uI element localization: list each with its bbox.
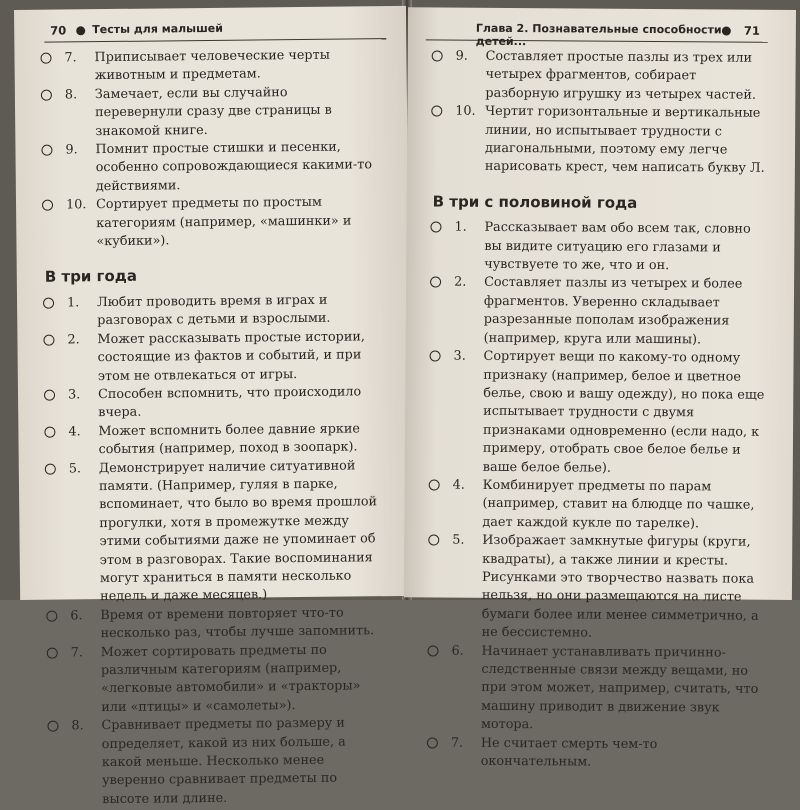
right-item-list	[425, 219, 769, 774]
checkbox-circle-icon[interactable]	[432, 50, 443, 61]
checkbox-circle-icon[interactable]	[40, 53, 51, 64]
running-title: Тесты для малышей	[92, 21, 224, 37]
left-page	[14, 6, 412, 807]
item-number: 9.	[65, 142, 78, 158]
item-number: 7.	[64, 50, 77, 66]
checkbox-circle-icon[interactable]	[44, 426, 55, 437]
checkbox-circle-icon[interactable]	[430, 222, 441, 233]
item-number: 2.	[67, 332, 80, 348]
right-top-list	[429, 47, 770, 178]
item-text: Любит проводить время в играх и разговорах с детьми и взрослыми.	[96, 292, 331, 329]
checkbox-circle-icon[interactable]	[42, 200, 53, 211]
list-item	[429, 47, 769, 105]
item-text: Не считает смерть чем-то окончательным.	[480, 735, 658, 770]
checkbox-circle-icon[interactable]	[427, 645, 438, 656]
list-item	[39, 138, 380, 197]
list-item	[41, 291, 381, 331]
item-text: Сортирует вещи по какому-то одному признаку (например, белое и цветное белье, свою и вашу одежду), но пока еще испытывает трудности с двумя признаками одновременно (если надо, к примеру, отобрать свое белое белье и ваше белое белье).	[482, 348, 765, 476]
item-text: Сравнивает предметы по размеру и определяет, какой из них больше, а какой меньше. Несколько менее уверенно сравнивает предметы по высоте или длине.	[101, 715, 346, 807]
item-number: 5.	[452, 532, 465, 548]
bullet-icon	[76, 26, 85, 35]
item-text: Демонстрирует наличие ситуативной памяти. (Например, гуляя в парке, вспоминает, что было во время прошлой прогулки, хотя в промежутке между этими событиями даже не упоминает об этом в разговорах. Такие воспоминания могут храниться в памяти несколько недель и даже месяцев.)	[98, 457, 378, 605]
item-text: Замечает, если вы случайно перевернули сразу две страницы в знакомой книге.	[94, 84, 332, 139]
item-text: Изображает замкнутые фигуры (круги, квадраты), а также линии и кресты. Рисунками это творчество назвать пока нельзя, но они размещаются на листе бумаги более или менее симметрично, а не бессистемно.	[481, 532, 759, 641]
page-number: 70	[50, 23, 67, 38]
list-item	[41, 328, 382, 387]
list-item	[44, 604, 384, 644]
item-number: 6.	[70, 608, 83, 624]
item-text: Может вспомнить более давние яркие события (например, поход в зоопарк).	[98, 421, 361, 458]
right-page-header	[426, 21, 768, 49]
item-text: Приписывает человеческие черты животным и предметам.	[94, 47, 330, 84]
item-number: 7.	[70, 644, 84, 661]
item-text: Комбинирует предметы по парам (например, ставит на блюдце по чашке, дает каждой кукле по тарелке).	[482, 477, 755, 532]
item-number: 4.	[452, 477, 465, 493]
checkbox-circle-icon[interactable]	[47, 721, 58, 732]
checkbox-circle-icon[interactable]	[41, 145, 52, 156]
list-item	[426, 476, 766, 534]
list-item	[40, 193, 381, 252]
checkbox-circle-icon[interactable]	[427, 737, 438, 748]
checkbox-circle-icon[interactable]	[430, 351, 441, 362]
list-item	[428, 274, 769, 350]
item-number: 8.	[71, 718, 84, 734]
left-top-list	[38, 46, 380, 252]
checkbox-circle-icon[interactable]	[430, 277, 441, 288]
list-item	[426, 532, 767, 645]
list-item	[43, 457, 385, 608]
list-item	[428, 219, 768, 277]
item-text: Составляет простые пазлы из трех или четырех фрагментов, собирает разборную игрушку из четырех частей.	[485, 48, 757, 103]
item-number: 3.	[67, 387, 81, 403]
checkbox-circle-icon[interactable]	[41, 89, 52, 100]
item-text: Рассказывает вам обо всем так, словно вы видите ситуацию его глазами и чувствуете то же, что и он.	[484, 220, 751, 274]
item-text: Помнит простые стишки и песенки, особенно сопровождающиеся какими-то действиями.	[95, 139, 373, 194]
item-number: 7.	[450, 735, 464, 751]
item-number: 6.	[451, 643, 464, 659]
item-number: 9.	[455, 48, 468, 64]
item-text: Способен вспомнить, что происходило вчера.	[97, 384, 362, 421]
checkbox-circle-icon[interactable]	[431, 106, 442, 117]
right-page-content	[425, 47, 770, 773]
item-number: 10.	[65, 197, 87, 213]
running-title: Глава 2. Познавательные способности детей...	[475, 21, 722, 49]
list-item	[427, 348, 768, 479]
checkbox-circle-icon[interactable]	[45, 463, 56, 474]
item-number: 5.	[68, 460, 82, 476]
list-item	[39, 83, 380, 142]
left-page-header	[44, 20, 386, 43]
item-number: 3.	[453, 348, 466, 364]
item-text: Может рассказывать простые истории, состоящие из фактов и событий, и при этом не отвлекаться от игры.	[97, 329, 366, 384]
list-item	[429, 103, 770, 179]
checkbox-circle-icon[interactable]	[43, 297, 54, 308]
section-title: В три года	[44, 267, 138, 287]
bullet-icon	[722, 26, 731, 35]
left-page-content	[38, 46, 386, 810]
checkbox-circle-icon[interactable]	[428, 535, 439, 546]
checkbox-circle-icon[interactable]	[47, 647, 58, 658]
list-item	[38, 46, 378, 86]
item-text: Чертит горизонтальные и вертикальные линии, но испытывает трудности с диагональными, поэтому ему легче нарисовать крест, чем написать букву Л.	[484, 104, 765, 177]
item-text: Может сортировать предметы по различным категориям (например, «легковые автомобили» и «тракторы» или «птицы» и «самолеты»).	[100, 642, 361, 715]
list-item	[45, 714, 386, 810]
checkbox-circle-icon[interactable]	[46, 610, 57, 621]
list-item	[42, 383, 382, 423]
item-number: 1.	[66, 295, 80, 311]
item-number: 2.	[454, 275, 467, 291]
item-text: Начинает устанавливать причинно-следственные связи между вещами, но при этом может, например, считать, что машину приводит в движение звук мотора.	[480, 643, 759, 733]
section-title: В три с половиной года	[432, 192, 638, 212]
checkbox-circle-icon[interactable]	[43, 334, 54, 345]
item-number: 10.	[455, 103, 476, 119]
item-text: Составляет пазлы из четырех и более фрагментов. Уверенно складывает разрезанные пополам изображения (например, круга или машины).	[483, 275, 743, 348]
item-text: Сортирует предметы по простым категориям (например, «машинки» и «кубики»).	[95, 195, 352, 250]
item-text: Время от времени повторяет что-то несколько раз, чтобы лучше запомнить.	[100, 605, 375, 642]
item-number: 4.	[68, 424, 81, 440]
page-number: 71	[743, 23, 760, 38]
left-item-list	[41, 291, 386, 810]
list-item	[45, 641, 386, 718]
list-item	[42, 420, 382, 460]
list-item	[425, 642, 766, 736]
item-number: 1.	[454, 219, 467, 235]
checkbox-circle-icon[interactable]	[44, 389, 55, 400]
list-item	[425, 734, 765, 773]
right-page	[404, 7, 796, 770]
item-number: 8.	[64, 87, 78, 103]
checkbox-circle-icon[interactable]	[429, 479, 440, 490]
